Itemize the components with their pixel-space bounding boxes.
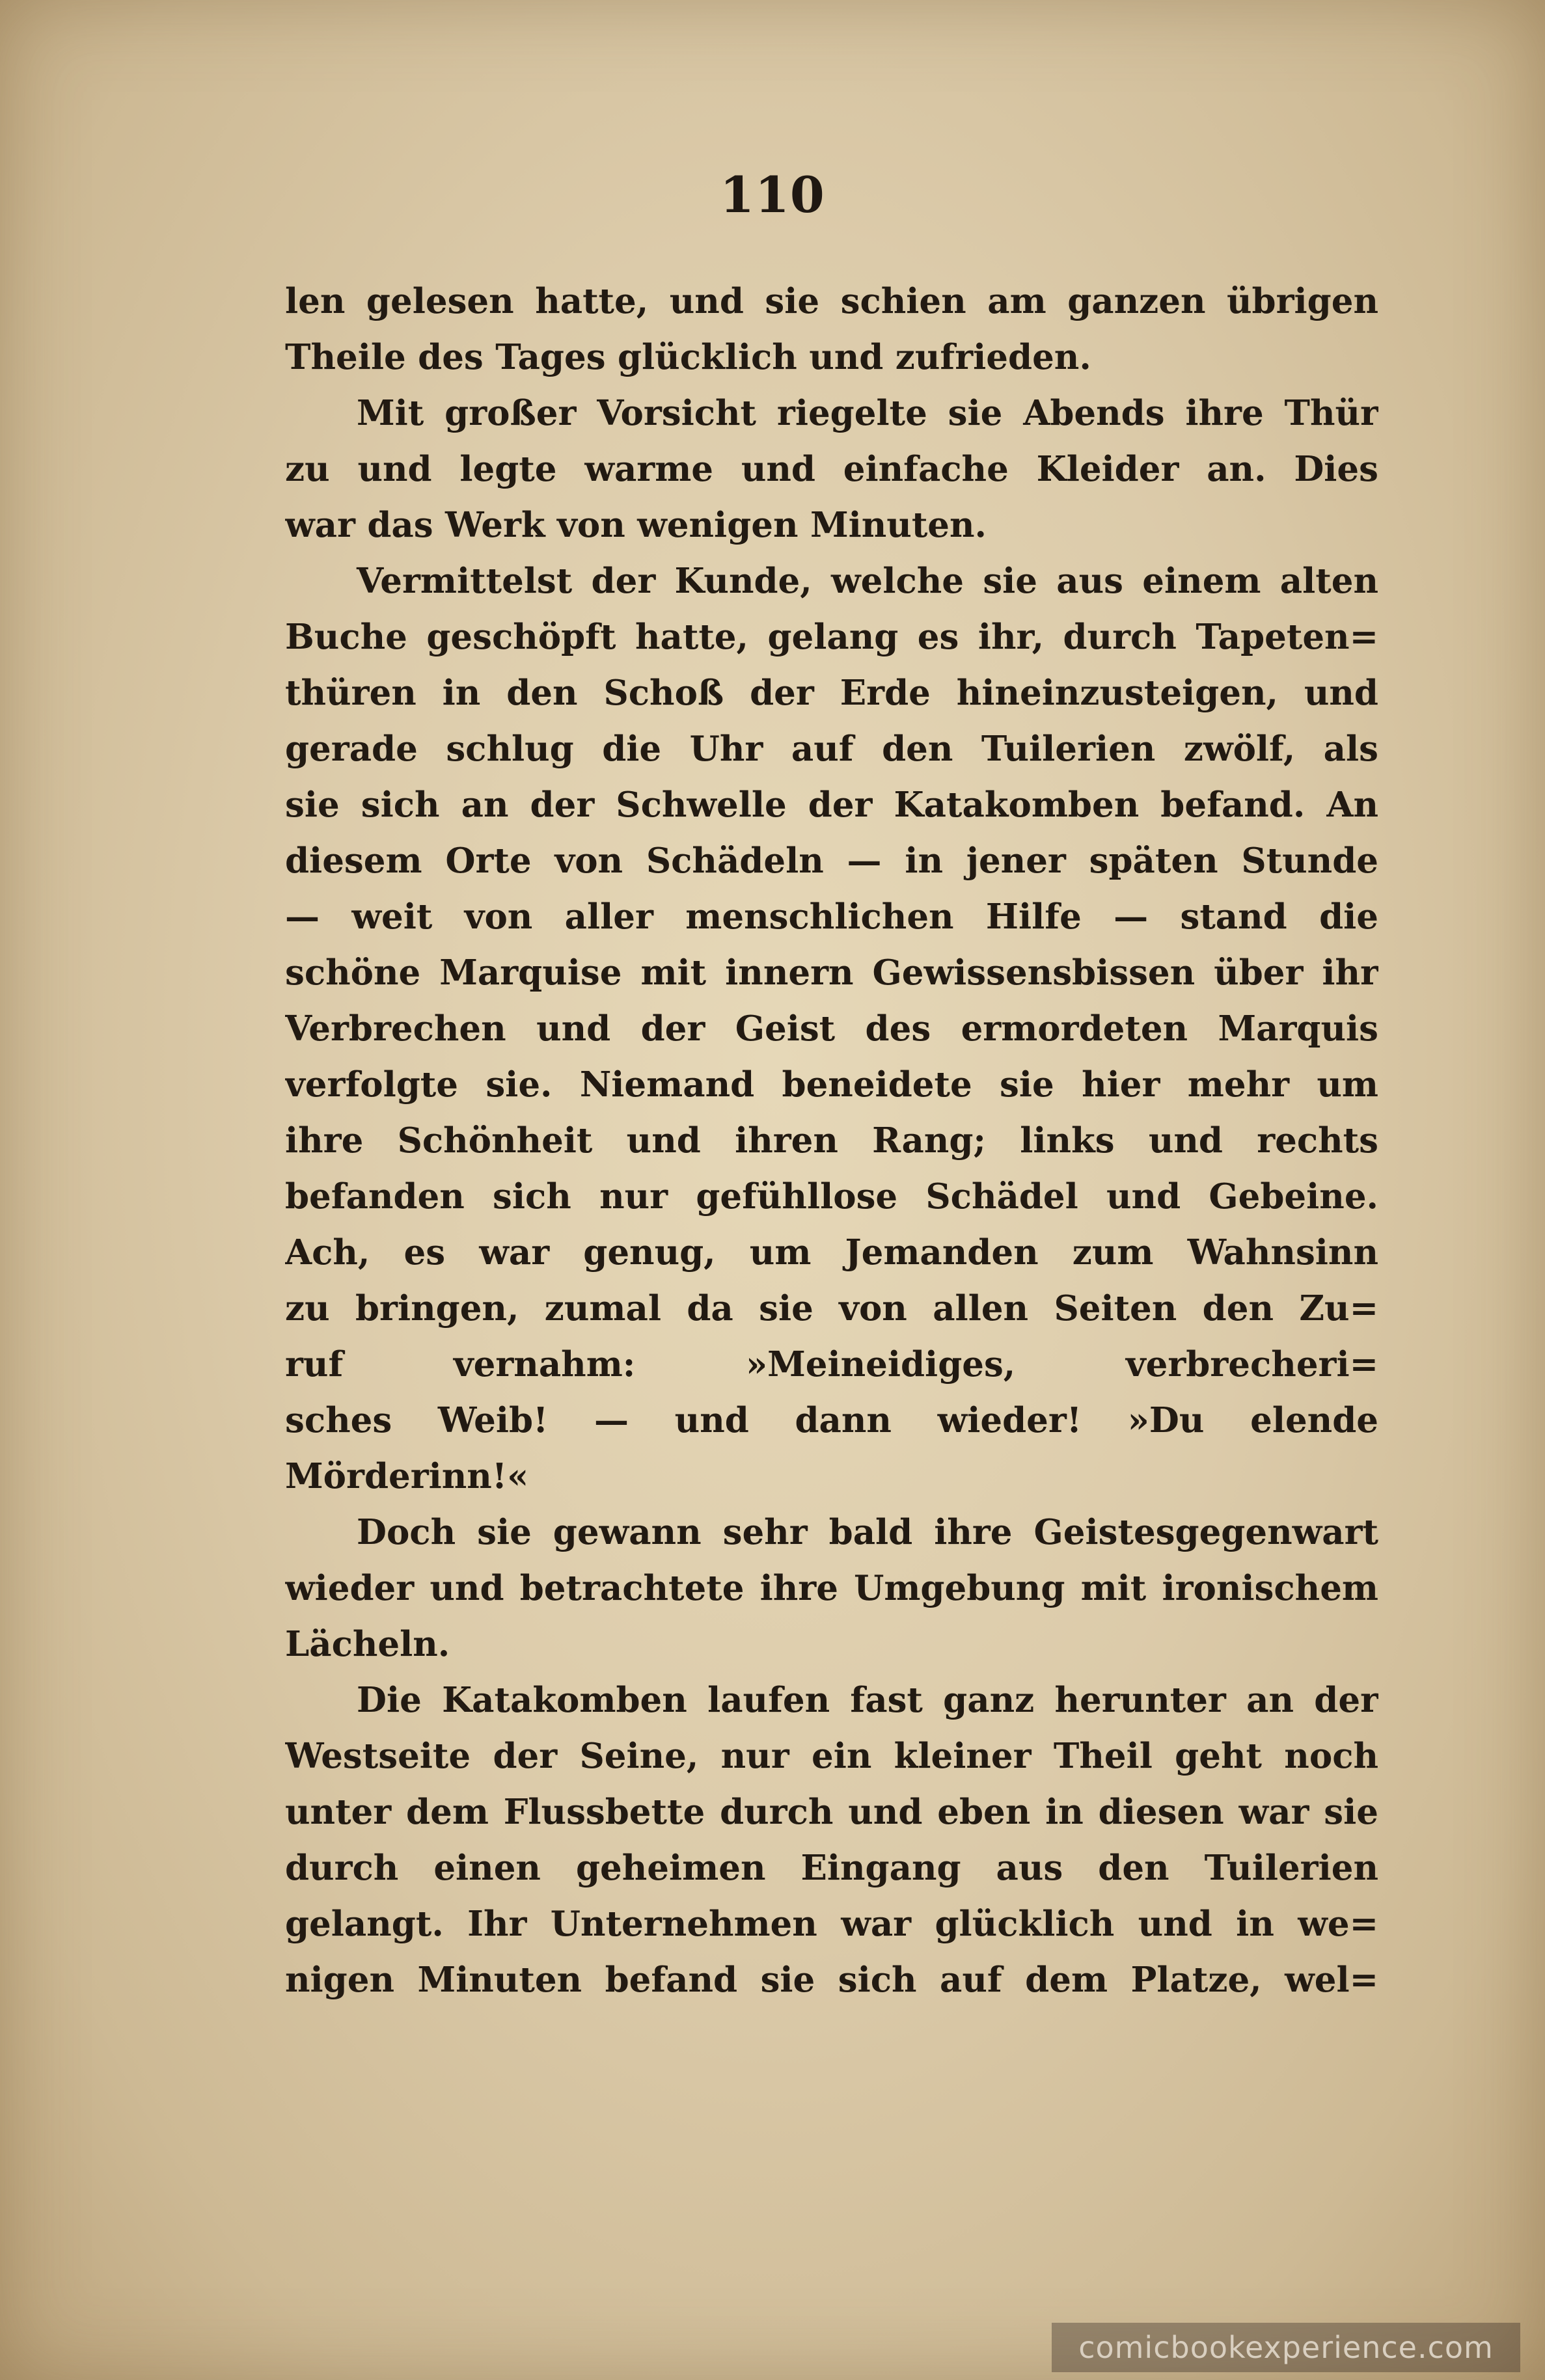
text-line: ruf vernahm: »Meineidiges, verbrecheri= — [285, 1344, 1378, 1385]
text-line: zu bringen, zumal da sie von allen Seiten den Zu= — [285, 1288, 1378, 1329]
text-line: nigen Minuten befand sie sich auf dem Platze, wel= — [285, 1960, 1378, 2000]
text-line: diesem Orte von Schädeln — in jener späten Stunde — [285, 841, 1378, 881]
body-text — [285, 273, 1378, 2008]
text-line: Mörderinn!« — [285, 1456, 529, 1496]
site-watermark: comicbookexperience.com — [1052, 2323, 1520, 2372]
text-line: wieder und betrachtete ihre Umgebung mit ironischem — [285, 1568, 1378, 1608]
text-line: durch einen geheimen Eingang aus den Tuilerien — [285, 1848, 1378, 1888]
page-number: 110 — [720, 166, 825, 224]
text-line: schöne Marquise mit innern Gewissensbissen über ihr — [285, 953, 1378, 993]
text-line: gerade schlug die Uhr auf den Tuilerien zwölf, als — [285, 729, 1378, 769]
text-line: sches Weib! — und dann wieder! »Du elende — [285, 1400, 1378, 1440]
text-line: sie sich an der Schwelle der Katakomben befand. An — [285, 785, 1378, 825]
text-line: Lächeln. — [285, 1624, 450, 1664]
text-line: Mit großer Vorsicht riegelte sie Abends ihre Thür — [357, 393, 1378, 433]
text-line: zu und legte warme und einfache Kleider an. Dies — [285, 449, 1378, 489]
text-line: Theile des Tages glücklich und zufrieden. — [285, 337, 1091, 377]
text-line: Doch sie gewann sehr bald ihre Geistesgegenwart — [357, 1512, 1378, 1552]
text-line: Ach, es war genug, um Jemanden zum Wahnsinn — [285, 1232, 1378, 1273]
text-line: thüren in den Schoß der Erde hineinzusteigen, und — [285, 673, 1378, 713]
text-line: ihre Schönheit und ihren Rang; links und rechts — [285, 1120, 1378, 1161]
text-line: gelangt. Ihr Unternehmen war glücklich und in we= — [285, 1904, 1378, 1944]
text-line: befanden sich nur gefühllose Schädel und Gebeine. — [285, 1176, 1378, 1217]
text-line: Vermittelst der Kunde, welche sie aus einem alten — [357, 561, 1378, 601]
text-line: unter dem Flussbette durch und eben in diesen war sie — [285, 1792, 1378, 1832]
text-line: — weit von aller menschlichen Hilfe — stand die — [285, 897, 1378, 937]
text-line: verfolgte sie. Niemand beneidete sie hier mehr um — [285, 1064, 1378, 1105]
text-line: Westseite der Seine, nur ein kleiner Theil geht noch — [285, 1736, 1378, 1776]
text-line: Verbrechen und der Geist des ermordeten Marquis — [285, 1008, 1378, 1049]
text-line: war das Werk von wenigen Minuten. — [285, 505, 987, 545]
text-line: Die Katakomben laufen fast ganz herunter an der — [357, 1680, 1378, 1720]
text-line: len gelesen hatte, und sie schien am ganzen übrigen — [285, 281, 1378, 321]
text-line: Buche geschöpft hatte, gelang es ihr, durch Tapeten= — [285, 617, 1378, 657]
